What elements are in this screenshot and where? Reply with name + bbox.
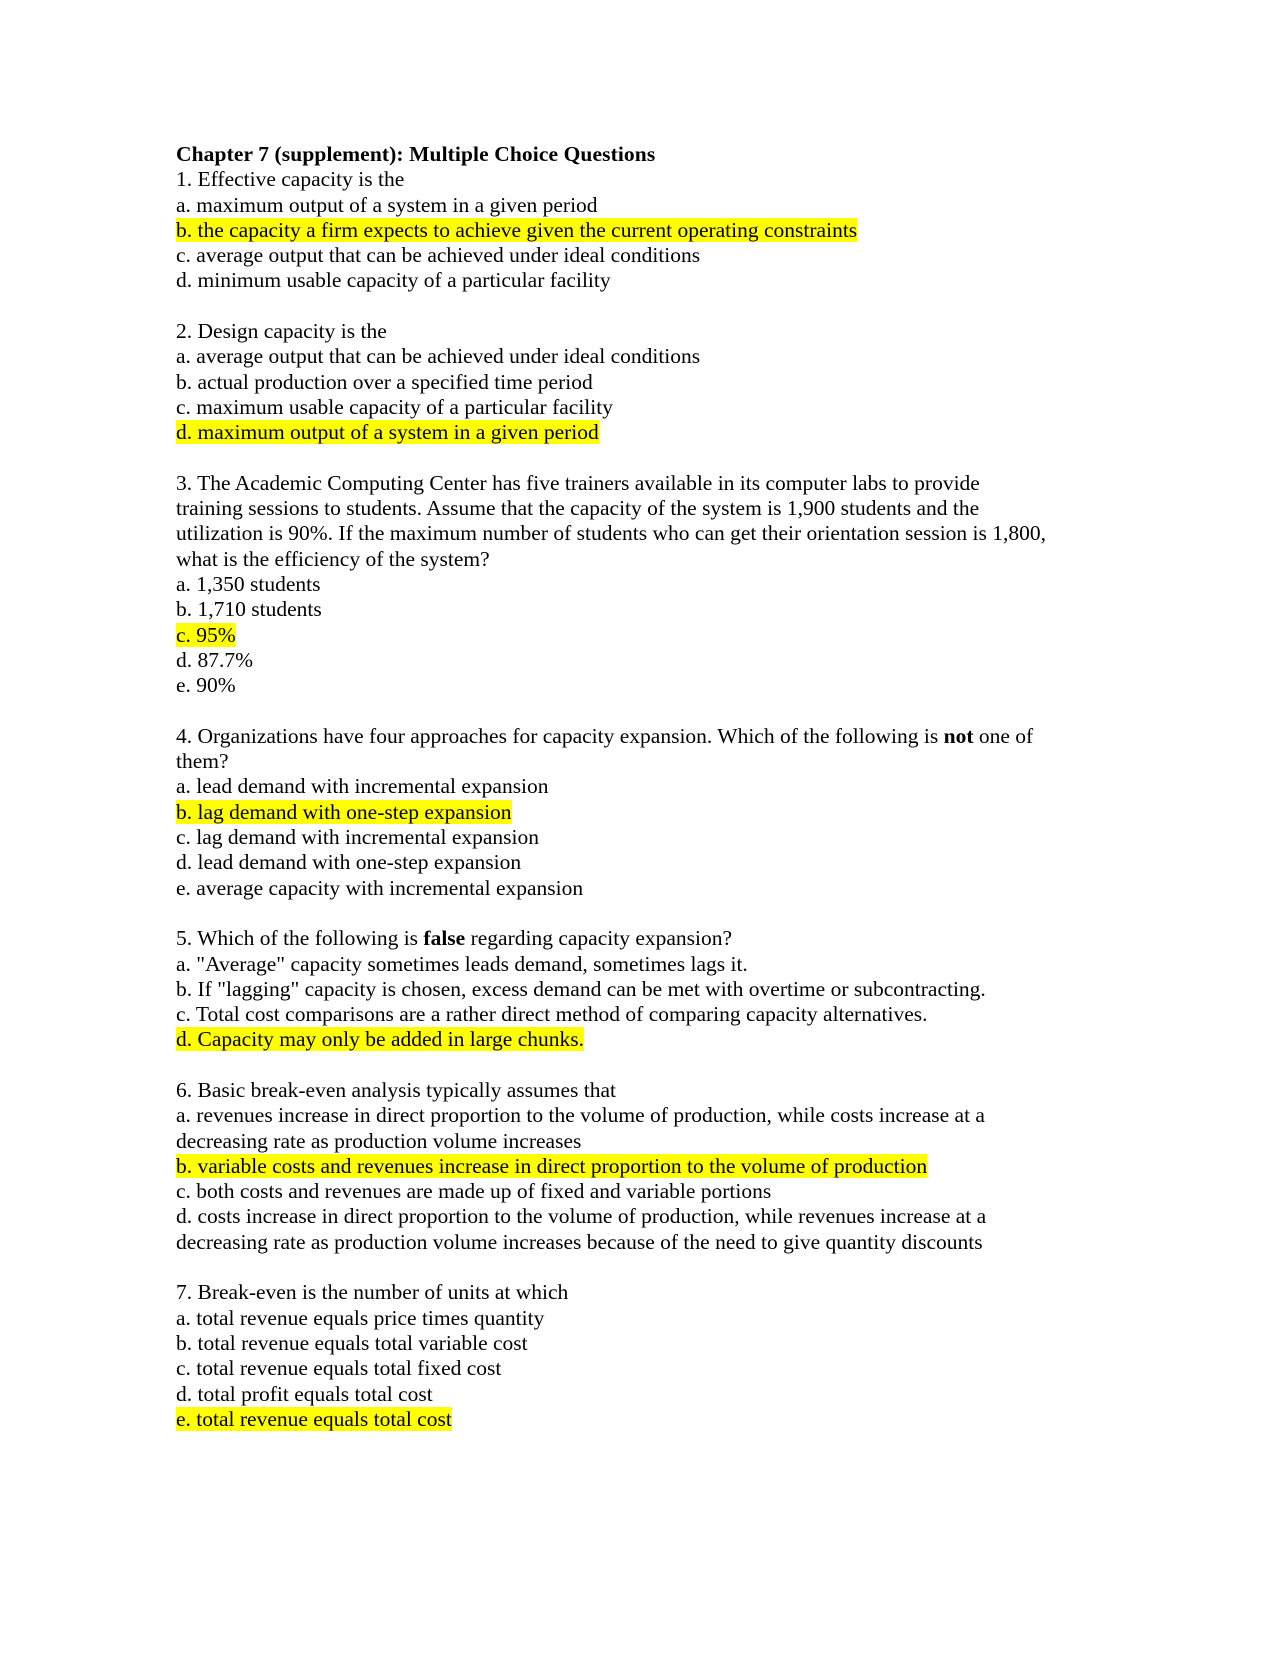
stem-text: 7. Break-even is the number of units at which	[176, 1280, 569, 1305]
answer-option	[176, 344, 1046, 369]
stem-text: 5. Which of the following is	[176, 926, 424, 951]
question-block	[176, 1078, 1046, 1255]
emphasis-text: false	[423, 926, 466, 951]
questions-list	[176, 167, 1052, 1432]
answer-option-highlighted	[176, 420, 1046, 445]
answer-option-highlighted	[176, 1154, 1046, 1179]
option-text: d. lead demand with one-step expansion	[176, 850, 522, 875]
answer-option	[176, 1002, 1046, 1027]
question-stem	[176, 1078, 1046, 1103]
answer-option	[176, 774, 1046, 799]
question-stem	[176, 319, 1046, 344]
option-text: e. total revenue equals total cost	[176, 1406, 452, 1431]
paragraph-spacer	[176, 294, 1046, 319]
option-text: a. "Average" capacity sometimes leads demand, sometimes lags it.	[176, 951, 748, 976]
question-stem	[176, 1280, 1046, 1305]
question-block	[176, 319, 1046, 445]
answer-option	[176, 977, 1046, 1002]
answer-option-highlighted	[176, 800, 1046, 825]
answer-option	[176, 1356, 1046, 1381]
option-text: d. 87.7%	[176, 647, 254, 672]
emphasis-text: not	[943, 723, 974, 748]
option-text: b. variable costs and revenues increase in direct proportion to the volume of production	[176, 1153, 928, 1178]
paragraph-spacer	[176, 1255, 1046, 1280]
paragraph-spacer	[176, 699, 1046, 724]
stem-text: one of them?	[176, 723, 1039, 774]
option-text: c. both costs and revenues are made up of fixed and variable portions	[176, 1179, 772, 1204]
question-block	[176, 470, 1052, 699]
question-block	[176, 926, 1046, 1052]
question-stem	[176, 167, 1046, 192]
option-text: e. 90%	[176, 673, 236, 698]
answer-option	[176, 597, 1046, 622]
option-text: c. maximum usable capacity of a particular facility	[176, 394, 613, 419]
option-text: c. 95%	[176, 622, 236, 647]
question-stem	[176, 470, 1052, 572]
option-text: d. total profit equals total cost	[176, 1381, 433, 1406]
option-text: c. average output that can be achieved under ideal conditions	[176, 243, 701, 268]
stem-text: 4. Organizations have four approaches for capacity expansion. Which of the following is	[176, 723, 944, 748]
answer-option	[176, 268, 1046, 293]
option-text: b. 1,710 students	[176, 597, 322, 622]
stem-text: 6. Basic break-even analysis typically assumes that	[176, 1077, 617, 1102]
option-text: d. costs increase in direct proportion to the volume of production, while revenues increase at a decreasing rate as production volume increases because of the need to give quantity discounts	[176, 1204, 992, 1254]
paragraph-spacer	[176, 901, 1046, 926]
answer-option	[176, 193, 1046, 218]
answer-option	[176, 1306, 1046, 1331]
stem-text: regarding capacity expansion?	[465, 926, 733, 951]
answer-option	[176, 572, 1046, 597]
page-title: Chapter 7 (supplement): Multiple Choice Questions	[176, 142, 656, 166]
option-text: c. Total cost comparisons are a rather direct method of comparing capacity alternatives.	[176, 1002, 928, 1027]
answer-option-highlighted	[176, 1027, 1046, 1052]
option-text: a. 1,350 students	[176, 572, 321, 597]
stem-text: 3. The Academic Computing Center has five trainers available in its computer labs to provide training sessions to students. Assume that the capacity of the system is 1,900 students and the utilization is 90%. If the maximum number of students who can get their orientation session is 1,800, what is the efficiency of the system?	[176, 470, 1052, 571]
option-text: a. lead demand with incremental expansion	[176, 774, 549, 799]
answer-option	[176, 1103, 1046, 1154]
option-text: b. actual production over a specified time period	[176, 369, 593, 394]
option-text: a. total revenue equals price times quantity	[176, 1305, 545, 1330]
option-text: d. minimum usable capacity of a particular facility	[176, 268, 611, 293]
option-text: b. the capacity a firm expects to achieve given the current operating constraints	[176, 217, 858, 242]
option-text: b. total revenue equals total variable cost	[176, 1330, 528, 1355]
question-block	[176, 1280, 1046, 1432]
option-text: d. Capacity may only be added in large chunks.	[176, 1027, 584, 1052]
option-text: c. total revenue equals total fixed cost	[176, 1356, 502, 1381]
question-stem	[176, 724, 1046, 775]
option-text: c. lag demand with incremental expansion	[176, 825, 539, 850]
answer-option	[176, 1331, 1046, 1356]
answer-option	[176, 648, 1046, 673]
option-text: b. lag demand with one-step expansion	[176, 799, 512, 824]
answer-option-highlighted	[176, 218, 1046, 243]
answer-option	[176, 952, 1046, 977]
option-text: e. average capacity with incremental expansion	[176, 875, 584, 900]
answer-option	[176, 395, 1046, 420]
paragraph-spacer	[176, 1053, 1046, 1078]
answer-option	[176, 1179, 1046, 1204]
answer-option	[176, 850, 1046, 875]
answer-option	[176, 1204, 1046, 1255]
answer-option	[176, 243, 1046, 268]
option-text: d. maximum output of a system in a given period	[176, 420, 599, 445]
answer-option-highlighted	[176, 623, 1046, 648]
option-text: a. maximum output of a system in a given period	[176, 192, 598, 217]
option-text: a. revenues increase in direct proportion to the volume of production, while costs increase at a decreasing rate as production volume increases	[176, 1103, 991, 1153]
answer-option	[176, 673, 1046, 698]
option-text: b. If "lagging" capacity is chosen, excess demand can be met with overtime or subcontracting.	[176, 976, 986, 1001]
stem-text: 2. Design capacity is the	[176, 319, 387, 344]
question-stem	[176, 926, 1046, 951]
answer-option	[176, 825, 1046, 850]
question-block	[176, 724, 1046, 901]
paragraph-spacer	[176, 446, 1046, 471]
option-text: a. average output that can be achieved under ideal conditions	[176, 344, 701, 369]
question-block	[176, 167, 1046, 293]
stem-text: 1. Effective capacity is the	[176, 167, 405, 192]
answer-option	[176, 370, 1046, 395]
answer-option	[176, 1382, 1046, 1407]
answer-option	[176, 876, 1046, 901]
document-body	[176, 142, 1052, 1432]
answer-option-highlighted	[176, 1407, 1046, 1432]
